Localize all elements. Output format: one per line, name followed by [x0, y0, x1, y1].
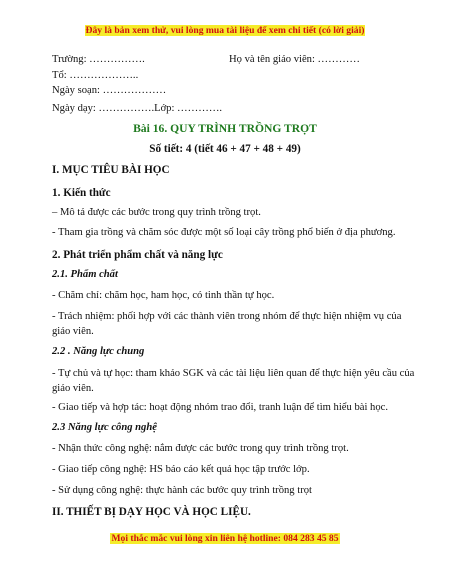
- quality-item-diligence: - Chăm chỉ: chăm học, ham học, có tinh thần tự học.: [52, 290, 275, 301]
- subsection-heading-development: 2. Phát triển phẩm chất và năng lực: [52, 249, 223, 261]
- subsection-heading-technology-competence: 2.3 Năng lực công nghệ: [52, 422, 157, 433]
- subsection-heading-knowledge: 1. Kiến thức: [52, 187, 111, 199]
- quality-item-responsibility: - Trách nhiệm: phối hợp với các thành viên trong nhóm để thực hiện nhiệm vụ của giáo viên.: [52, 311, 402, 337]
- lesson-title: Bài 16. QUY TRÌNH TRỒNG TRỌT: [133, 122, 317, 135]
- group-field: Tổ: ………………..: [52, 70, 139, 81]
- date-taught-field: Ngày dạy: …………….Lớp: ………….: [52, 103, 223, 114]
- tech-competence-item-awareness: - Nhận thức công nghệ: nắm được các bước trong quy trình trồng trọt.: [52, 443, 349, 454]
- section-heading-objectives: I. MỤC TIÊU BÀI HỌC: [52, 164, 170, 176]
- teacher-field: Họ và tên giáo viên: …………: [229, 54, 360, 65]
- general-competence-item-self-study: - Tự chủ và tự học: tham khảo SGK và các tài liệu liên quan để thực hiện yêu cầu của giáo viên.: [52, 368, 415, 394]
- subsection-heading-qualities: 2.1. Phẩm chất: [52, 269, 118, 280]
- top-notice: [0, 25, 450, 36]
- bottom-notice-text: Mọi thắc mắc vui lòng xin liên hệ hotline: 084 283 45 85: [111, 533, 339, 544]
- tech-competence-item-communication: - Giao tiếp công nghệ: HS báo cáo kết quả học tập trước lớp.: [52, 464, 310, 475]
- date-prepared-field: Ngày soạn: ………………: [52, 85, 167, 96]
- bottom-notice: [0, 533, 450, 544]
- subsection-heading-general-competence: 2.2 . Năng lực chung: [52, 346, 145, 357]
- tech-competence-item-usage: - Sử dụng công nghệ: thực hành các bước quy trình trồng trọt: [52, 485, 312, 496]
- section-heading-equipment: II. THIẾT BỊ DẠY HỌC VÀ HỌC LIỆU.: [52, 506, 251, 518]
- knowledge-item-1: – Mô tả được các bước trong quy trình trồng trọt.: [52, 207, 261, 218]
- top-notice-text: Đây là bản xem thử, vui lòng mua tài liệu để xem chi tiết (có lời giải): [85, 25, 365, 36]
- knowledge-item-2: - Tham gia trồng và chăm sóc được một số loại cây trồng phổ biến ở địa phương.: [52, 227, 396, 238]
- school-field: Trường: …………….: [52, 54, 145, 65]
- general-competence-item-collaboration: - Giao tiếp và hợp tác: hoạt động nhóm trao đổi, tranh luận để tìm hiểu bài học.: [52, 402, 388, 413]
- lesson-count: Số tiết: 4 (tiết 46 + 47 + 48 + 49): [149, 143, 301, 155]
